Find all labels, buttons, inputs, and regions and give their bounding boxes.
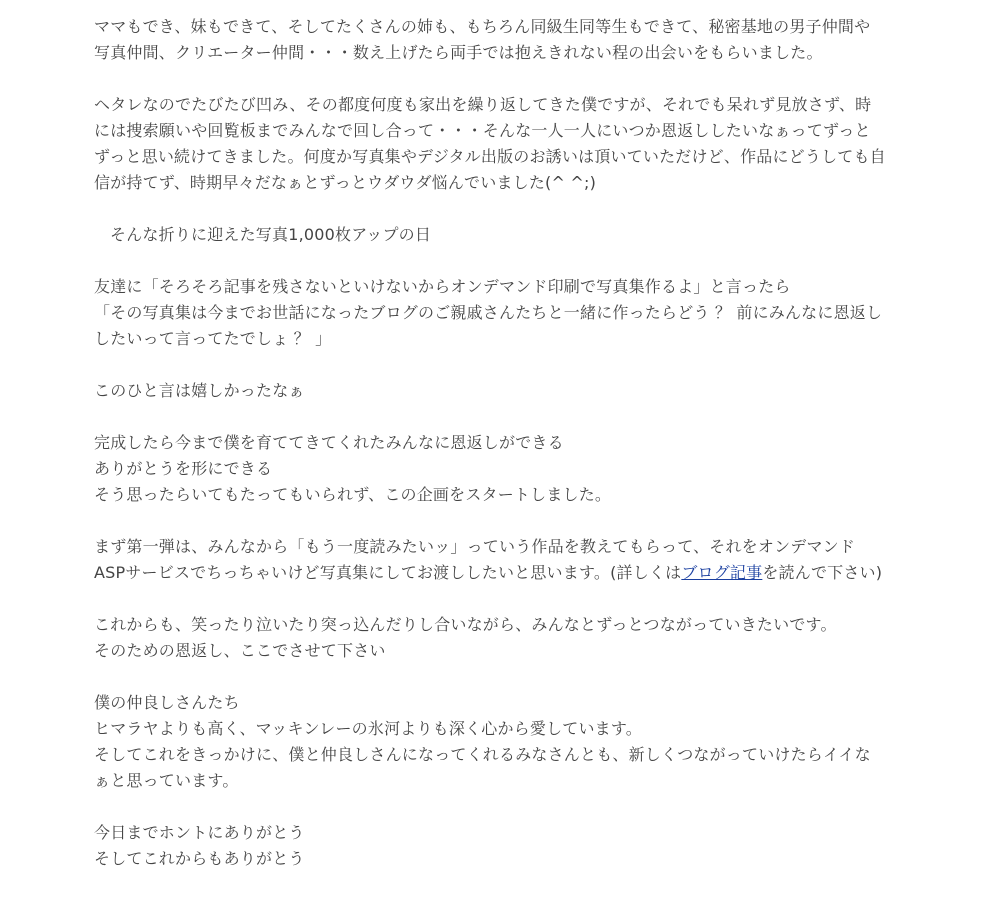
paragraph-text: このひと言は嬉しかったなぁ	[94, 381, 305, 400]
paragraph-thanks	[94, 820, 886, 872]
paragraph-friend-suggestion	[94, 274, 886, 352]
paragraph-text: ママもでき、妹もできて、そしてたくさんの姉も、もちろん同級生同等生もできて、秘密基地の男子仲間や写真仲間、クリエーター仲間・・・数え上げたら両手では抱えきれない程の出会いをもらいました。	[94, 17, 871, 62]
paragraph-line: 今日までホントにありがとう	[94, 823, 305, 842]
paragraph-text: ヘタレなのでたびたび凹み、その都度何度も家出を繰り返してきた僕ですが、それでも呆れず見放さず、時には捜索願いや回覧板までみんなで回し合って・・・そんな一人一人にいつか恩返ししたいなぁってずっとずっと思い続けてきました。何度か写真集やデジタル出版のお誘いは頂いていただけど、作品にどうしても自信が持てず、時期早々だなぁとずっとウダウダ悩んでいました(^ ^;)	[94, 95, 886, 192]
paragraph-line: ありがとうを形にできる	[94, 459, 273, 478]
paragraph-project-start	[94, 430, 886, 508]
paragraph-line: そう思ったらいてもたってもいられず、この企画をスタートしました。	[94, 485, 612, 504]
paragraph-first-phase	[94, 534, 886, 586]
paragraph-line: そしてこれからもありがとう	[94, 849, 305, 868]
paragraph-future	[94, 612, 886, 664]
blog-article-link[interactable]: ブログ記事	[681, 563, 763, 582]
paragraph-line: そしてこれをきっかけに、僕と仲良しさんになってくれるみなさんとも、新しくつながっていけたらイイなぁと思っています。	[94, 745, 871, 790]
paragraph-happy	[94, 378, 886, 404]
paragraph-line: 完成したら今まで僕を育ててきてくれたみんなに恩返しができる	[94, 433, 564, 452]
paragraph-text: まず第一弾は、みんなから「もう一度読みたいッ」っていう作品を教えてもらって、それをオンデマンドASPサービスでちっちゃいけど写真集にしてお渡ししたいと思います。(詳しくは	[94, 537, 856, 582]
paragraph-line: 僕の仲良しさんたち	[94, 693, 240, 712]
paragraph-love	[94, 690, 886, 794]
paragraph-text: そんな折りに迎えた写真1,000枚アップの日	[110, 225, 432, 244]
paragraph-line: ヒマラヤよりも高く、マッキンレーの氷河よりも深く心から愛しています。	[94, 719, 643, 738]
paragraph-friends	[94, 14, 886, 66]
paragraph-line: これからも、笑ったり泣いたり突っ込んだりし合いながら、みんなとずっとつながっていきたいです。	[94, 615, 837, 634]
paragraph-gratitude	[94, 92, 886, 196]
article-body	[94, 14, 886, 898]
paragraph-milestone	[94, 222, 886, 248]
paragraph-text: を読んで下さい)	[762, 563, 883, 582]
paragraph-line: 「その写真集は今までお世話になったブログのご親戚さんたちと一緒に作ったらどう ？ 前にみんなに恩返ししたいって言ってたでしょ ？ 」	[94, 303, 883, 348]
paragraph-line: 友達に「そろそろ記事を残さないといけないからオンデマンド印刷で写真集作るよ」と言ったら	[94, 277, 791, 296]
paragraph-line: そのための恩返し、ここでさせて下さい	[94, 641, 386, 660]
